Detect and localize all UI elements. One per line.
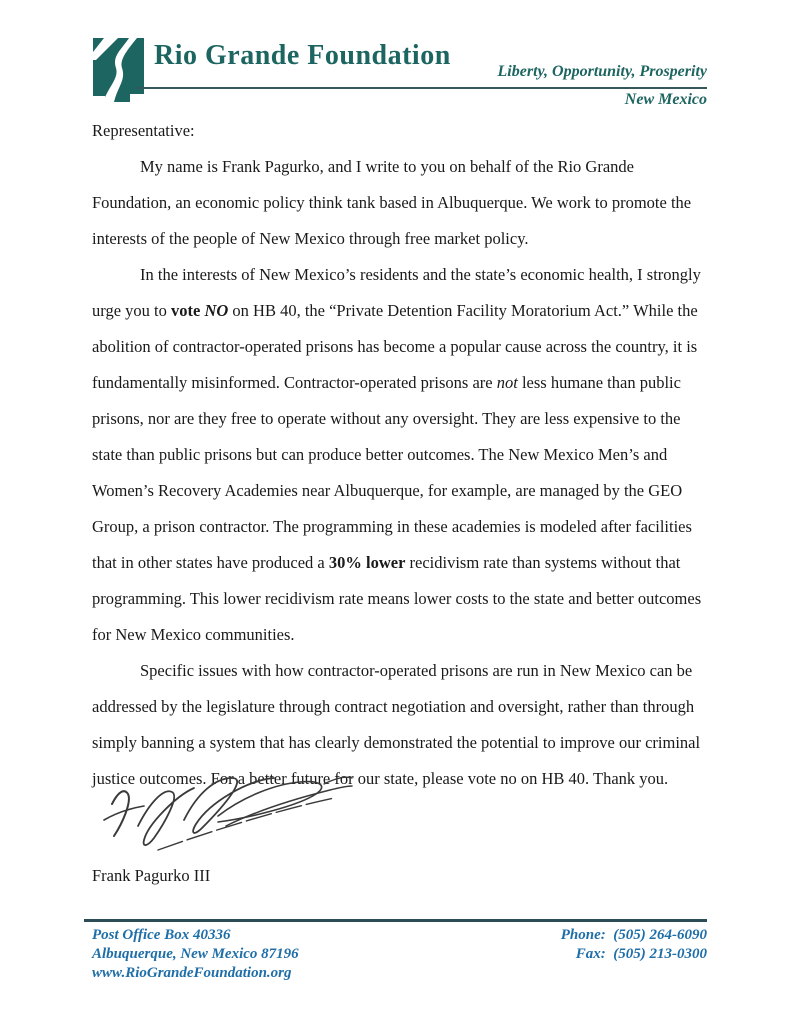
tagline: Liberty, Opportunity, Prosperity <box>497 63 707 80</box>
footer-address <box>92 926 299 983</box>
header-rule <box>137 87 707 89</box>
footer-contact <box>561 926 707 964</box>
phone-line: Phone: (505) 264-6090 <box>560 927 707 943</box>
region-label: New Mexico <box>624 91 707 108</box>
signer-name: Frank Pagurko III <box>92 866 211 885</box>
signature-image <box>98 762 358 857</box>
city-line: Albuquerque, New Mexico 87196 <box>92 946 299 962</box>
po-box-line: Post Office Box 40336 <box>92 927 231 943</box>
org-name: Rio Grande Foundation <box>154 40 451 71</box>
letter-paragraph: In the interests of New Mexico’s residents and the state’s economic health, I strongly urge you to vote NO on HB 40, the “Private Detention Facility Moratorium Act.” While the abolition of contractor-operated prisons has become a popular cause across the country, it is fundamentally misinformed. Contractor-operated prisons are not less humane than public prisons, nor are they free to operate without any oversight. They are less expensive to the state than public prisons but can produce better outcomes. The New Mexico Men’s and Women’s Recovery Academies near Albuquerque, for example, are managed by the GEO Group, a prison contractor. The programming in these academies is modeled after facilities that in other states have produced a 30% lower recidivism rate than systems without that programming. This lower recidivism rate means lower costs to the state and better outcomes for New Mexico communities. <box>92 265 702 644</box>
river-logo-icon <box>91 36 147 108</box>
letter-paragraph: Specific issues with how contractor-operated prisons are run in New Mexico can be addressed by the legislature through contract negotiation and oversight, rather than through simply banning a system that has clearly demonstrated the potential to improve our criminal justice outcomes. For a better future for our state, please vote no on HB 40. Thank you. <box>92 661 701 788</box>
website-line: www.RioGrandeFoundation.org <box>92 965 292 981</box>
footer-rule <box>84 919 707 922</box>
salutation: Representative: <box>92 121 195 140</box>
letter-paragraph: My name is Frank Pagurko, and I write to you on behalf of the Rio Grande Foundation, an economic policy think tank based in Albuquerque. We work to promote the interests of the people of New Mexico through free market policy. <box>92 157 692 248</box>
letter-body <box>92 113 708 797</box>
fax-line: Fax: (505) 213-0300 <box>575 946 707 962</box>
